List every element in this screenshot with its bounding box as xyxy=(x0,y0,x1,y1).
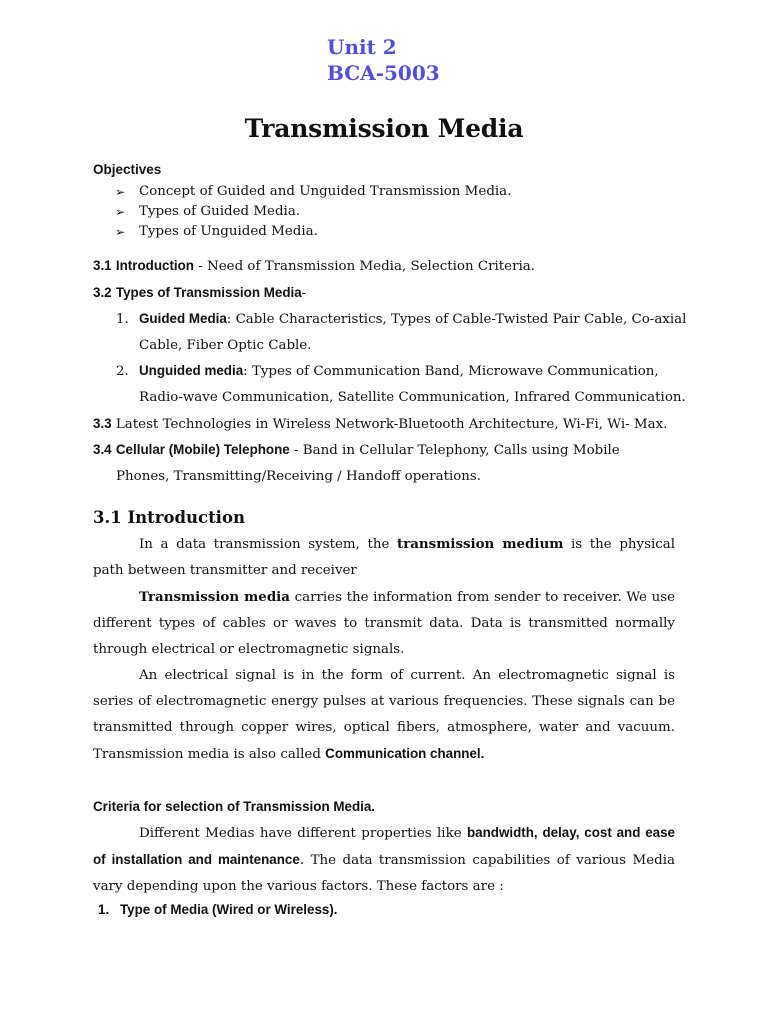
introduction-section xyxy=(93,505,675,900)
section-3-4-continued: Phones, Transmitting/Receiving / Handoff operations. xyxy=(116,468,482,484)
arrow-bullet-icon: ➢ xyxy=(115,205,126,219)
intro-paragraph-3: An electrical signal is in the form of current. An electromagnetic signal is series of electromagnetic energy pulses at various frequencies. These signals can be transmitted through copper wires, optical fibers, atmosphere, water and vacuum. Transmission media is also called Communication channel. xyxy=(93,668,675,762)
unguided-media-item: 2. Unguided media: Types of Communication Band, Microwave Communication, xyxy=(116,363,659,380)
arrow-bullet-icon: ➢ xyxy=(115,225,126,239)
list-item: ➢ Types of Unguided Media. xyxy=(93,222,675,242)
objectives-section xyxy=(93,158,675,242)
objectives-heading: Objectives xyxy=(93,162,162,177)
guided-media-continued: Cable, Fiber Optic Cable. xyxy=(139,337,312,353)
list-item: ➢ Concept of Guided and Unguided Transmission Media. xyxy=(93,182,675,202)
intro-paragraph-2: Transmission media carries the information from sender to receiver. We use different types of cables or waves to transmit data. Data is transmitted normally through electrical or electromagnetic signals. xyxy=(93,589,676,657)
factor-item: 1. Type of Media (Wired or Wireless). xyxy=(98,902,338,917)
objectives-list xyxy=(93,182,675,242)
introduction-heading: 3.1 Introduction xyxy=(93,508,245,527)
course-code: BCA-5003 xyxy=(327,61,440,85)
arrow-bullet-icon: ➢ xyxy=(115,185,126,199)
list-item: ➢ Types of Guided Media. xyxy=(93,202,675,222)
section-3-4: 3.4 Cellular (Mobile) Telephone - Band in Cellular Telephony, Calls using Mobile xyxy=(93,442,620,459)
guided-media-item: 1. Guided Media: Cable Characteristics, Types of Cable-Twisted Pair Cable, Co-axial xyxy=(116,311,687,328)
unguided-media-continued: Radio-wave Communication, Satellite Communication, Infrared Communication. xyxy=(139,389,686,405)
unit-header xyxy=(327,34,440,86)
section-3-2: 3.2 Types of Transmission Media- xyxy=(93,284,307,301)
criteria-heading: Criteria for selection of Transmission Media. xyxy=(93,799,376,814)
page-title: Transmission Media xyxy=(244,114,524,143)
section-3-1: 3.1 Introduction - Need of Transmission Media, Selection Criteria. xyxy=(93,258,536,274)
section-3-3: 3.3 Latest Technologies in Wireless Network-Bluetooth Architecture, Wi-Fi, Wi- Max. xyxy=(93,415,668,432)
unit-label: Unit 2 xyxy=(327,35,397,59)
intro-paragraph-1: In a data transmission system, the transmission medium is the physical path between transmitter and receiver xyxy=(93,536,676,578)
criteria-paragraph: Different Medias have different properties like bandwidth, delay, cost and ease of installation and maintenance. The data transmission capabilities of various Media vary depending upon the various factors. These factors are : xyxy=(93,825,676,894)
contents-section xyxy=(93,253,687,489)
